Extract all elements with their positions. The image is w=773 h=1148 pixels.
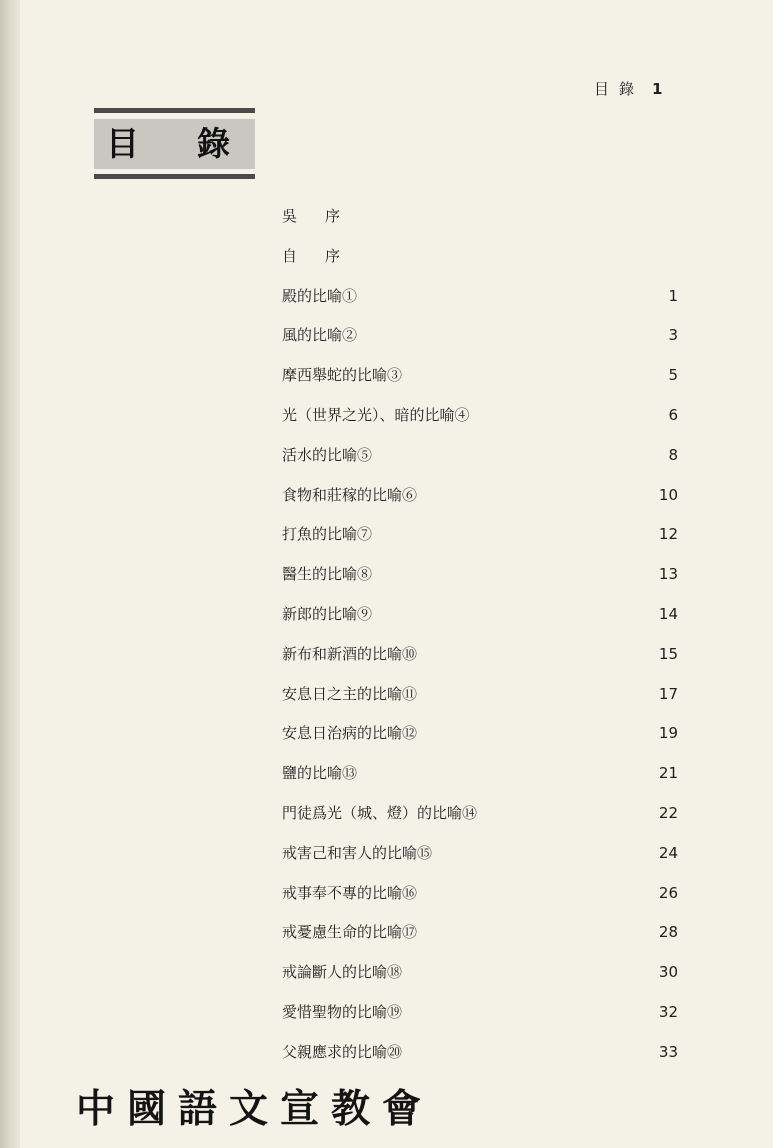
title-rule-top <box>94 108 255 113</box>
toc-entry-page: 15 <box>658 645 678 663</box>
toc-entry-label: 摩西舉蛇的比喻③ <box>282 366 403 384</box>
toc-entry <box>282 522 678 546</box>
toc-entry-page: 33 <box>658 1043 678 1061</box>
toc-entry-page: 21 <box>658 764 678 782</box>
toc-entry-label: 戒論斷人的比喻⑱ <box>282 963 403 981</box>
toc-entry <box>282 960 678 984</box>
toc-entry-label: 殿的比喻① <box>282 287 358 305</box>
toc-entry <box>282 761 678 785</box>
toc-entry <box>282 881 678 905</box>
toc-entry-page: 8 <box>668 446 678 464</box>
toc-entry-page: 1 <box>668 287 678 305</box>
title-block <box>94 108 288 180</box>
toc-entry-label: 活水的比喻⑤ <box>282 446 373 464</box>
toc-entry <box>282 682 678 706</box>
toc-entry-page: 22 <box>658 804 678 822</box>
toc-entry <box>282 244 678 268</box>
toc-entry-page: 5 <box>668 366 678 384</box>
toc-entry <box>282 1000 678 1024</box>
toc-entry-page: 32 <box>658 1003 678 1021</box>
toc-entry-label: 父親應求的比喻⑳ <box>282 1043 403 1061</box>
toc-entry-page: 14 <box>658 605 678 623</box>
toc-entry <box>282 284 678 308</box>
toc-entry <box>282 841 678 865</box>
toc-entry <box>282 801 678 825</box>
running-head-page-number: 1 <box>652 80 663 98</box>
toc-entry-label: 安息日治病的比喻⑫ <box>282 724 418 742</box>
toc-entry-label: 門徒爲光（城、燈）的比喻⑭ <box>282 804 478 822</box>
toc-entry-label: 自序 <box>282 247 369 265</box>
toc-entry-label: 打魚的比喻⑦ <box>282 525 373 543</box>
toc-entry-page: 13 <box>658 565 678 583</box>
toc-entry <box>282 483 678 507</box>
toc-entry <box>282 204 678 228</box>
toc-entry <box>282 920 678 944</box>
title-rule-bottom <box>94 174 255 179</box>
toc-entry-page: 10 <box>658 486 678 504</box>
toc-entry <box>282 363 678 387</box>
toc-entry-page: 26 <box>658 884 678 902</box>
toc-entry-page: 12 <box>658 525 678 543</box>
toc-entry-label: 醫生的比喻⑧ <box>282 565 373 583</box>
toc-entry-page: 30 <box>658 963 678 981</box>
toc-entry-label: 風的比喻② <box>282 326 358 344</box>
toc-entry-label: 戒事奉不專的比喻⑯ <box>282 884 418 902</box>
toc-entry <box>282 403 678 427</box>
toc-entry-label: 吳序 <box>282 207 369 225</box>
toc-entry-label: 愛惜聖物的比喻⑲ <box>282 1003 403 1021</box>
toc-entry-label: 食物和莊稼的比喻⑥ <box>282 486 418 504</box>
toc-entry-label: 新布和新酒的比喻⑩ <box>282 645 418 663</box>
toc-entry-label: 戒害己和害人的比喻⑮ <box>282 844 433 862</box>
toc-entry <box>282 562 678 586</box>
toc-entry-label: 新郎的比喻⑨ <box>282 605 373 623</box>
running-head-title: 目錄 <box>594 80 645 98</box>
toc-entry-page: 6 <box>668 406 678 424</box>
toc-entry-page: 3 <box>668 326 678 344</box>
toc-entry <box>282 443 678 467</box>
toc-entry-page: 24 <box>658 844 678 862</box>
book-spine-shadow <box>0 0 20 1148</box>
running-head <box>594 78 662 99</box>
toc-entry-label: 光（世界之光）、暗的比喻④ <box>282 406 470 424</box>
toc-entry-label: 戒憂慮生命的比喻⑰ <box>282 923 418 941</box>
toc-entry <box>282 721 678 745</box>
page-title: 目錄 <box>106 124 288 163</box>
publisher-name: 中國語文宣教會 <box>76 1087 434 1132</box>
toc-entry-page: 28 <box>658 923 678 941</box>
toc-entry-label: 安息日之主的比喻⑪ <box>282 685 418 703</box>
toc-entry <box>282 602 678 626</box>
toc-entry <box>282 1040 678 1064</box>
toc-entry <box>282 642 678 666</box>
toc-entry-label: 鹽的比喻⑬ <box>282 764 358 782</box>
toc-entry-page: 19 <box>658 724 678 742</box>
toc-entry-page: 17 <box>658 685 678 703</box>
toc-entry <box>282 323 678 347</box>
